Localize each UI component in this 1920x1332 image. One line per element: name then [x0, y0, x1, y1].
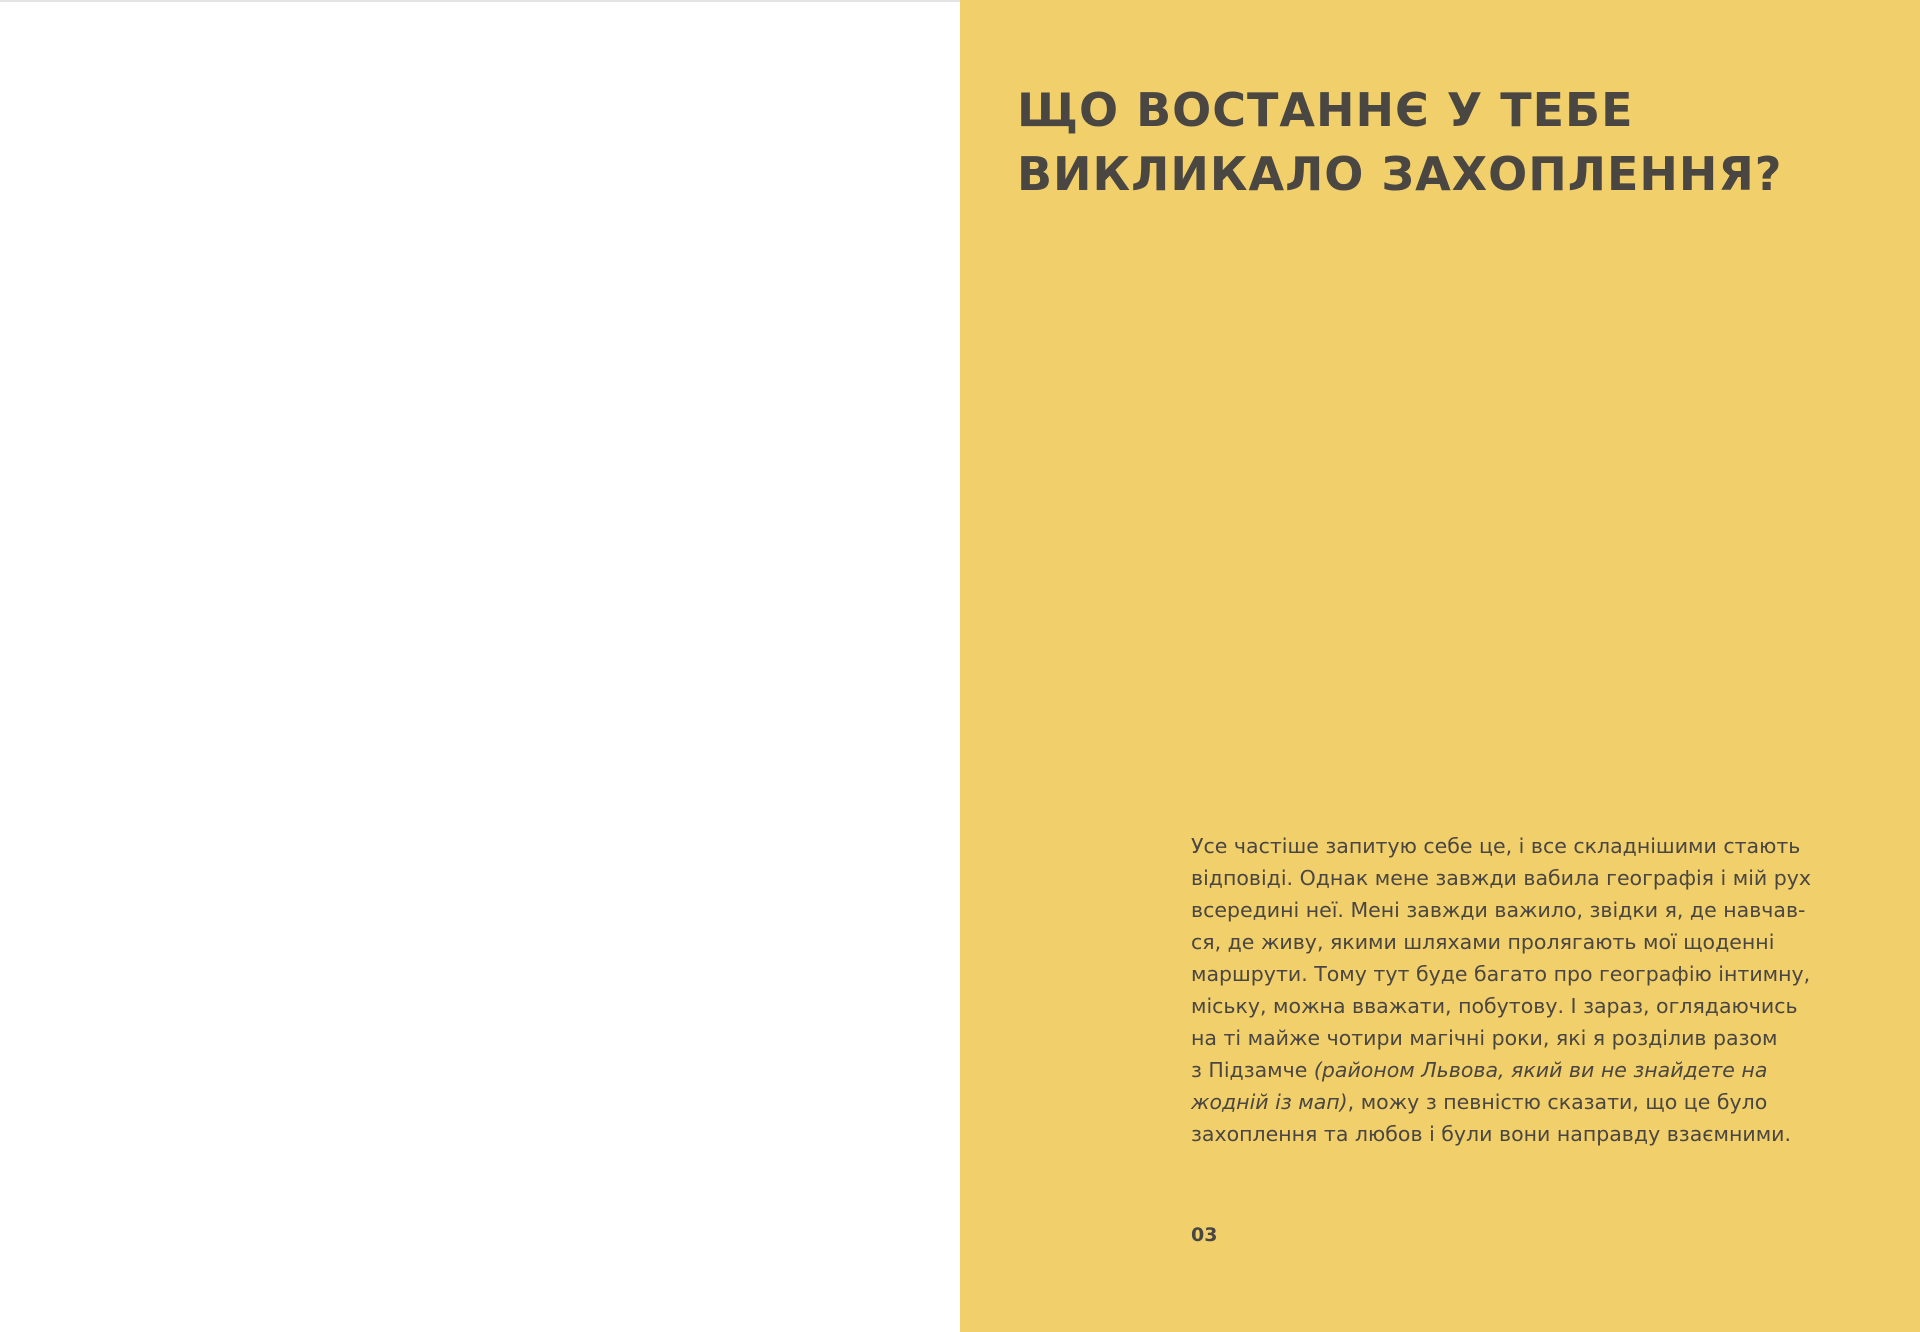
body-line: маршрути. Тому тут буде багато про географію інтимну, [1191, 962, 1811, 986]
body-paragraph [1191, 830, 1812, 1150]
chapter-heading [1017, 78, 1877, 206]
body-line [1191, 1054, 1781, 1086]
body-line [1191, 1086, 1781, 1118]
body-text-plain: з Підзамче [1191, 1058, 1314, 1082]
body-text-italic: жодній із мап) [1191, 1090, 1348, 1114]
page-number: 03 [1191, 1224, 1218, 1246]
heading-line-2: ВИКЛИКАЛО ЗАХОПЛЕННЯ? [1017, 147, 1783, 201]
body-line: відповіді. Однак мене завжди вабила географія і мій рух [1191, 866, 1812, 890]
body-line: міську, можна вважати, побутову. І зараз, оглядаючись [1191, 994, 1798, 1018]
body-line: на ті майже чотири магічні роки, які я розділив разом [1191, 1026, 1778, 1050]
heading-line-1: ЩО ВОСТАННЄ У ТЕБЕ [1017, 83, 1634, 137]
body-line: всередині неї. Мені завжди важило, звідки я, де навчав- [1191, 898, 1806, 922]
body-line: Усе частіше запитую себе це, і все складнішими стають [1191, 834, 1801, 858]
body-line: ся, де живу, якими шляхами пролягають мої щоденні [1191, 930, 1775, 954]
right-page [960, 0, 1920, 1332]
top-divider [0, 0, 960, 2]
body-line: захоплення та любов і були вони направду взаємними. [1191, 1122, 1792, 1146]
body-text-plain: , можу з певністю сказати, що це було [1347, 1090, 1768, 1114]
body-text-italic: (районом Львова, який ви не знайдете на [1313, 1058, 1768, 1082]
